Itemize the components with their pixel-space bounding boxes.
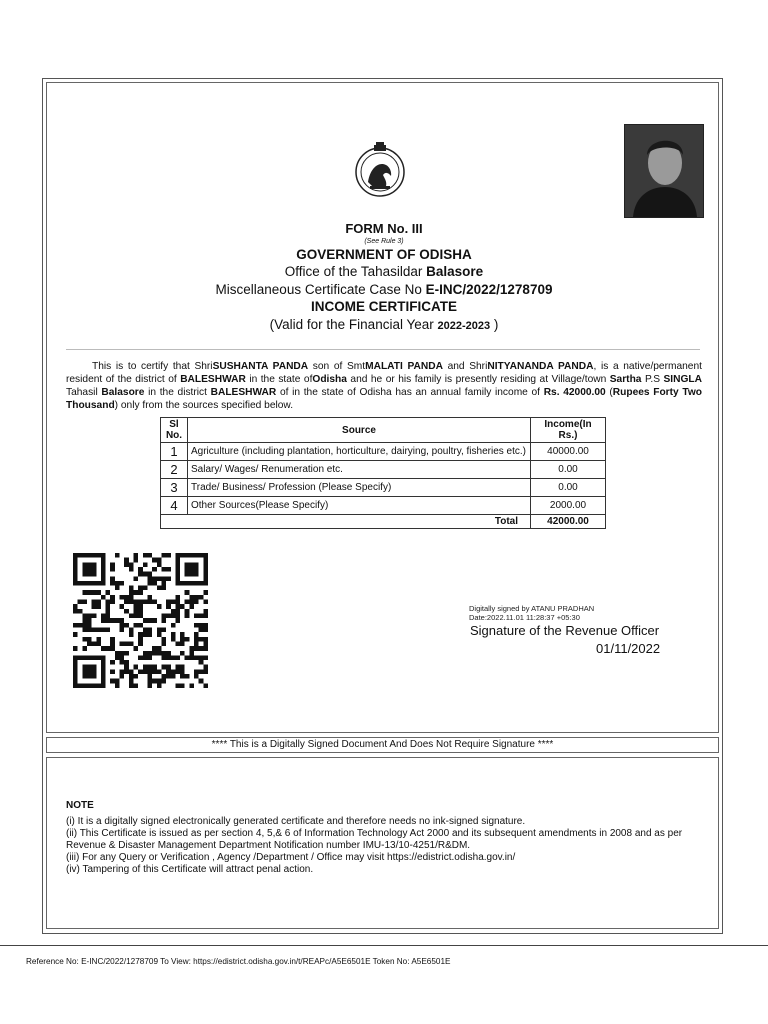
- divider: [66, 349, 700, 350]
- row-amount: 2000.00: [531, 497, 606, 515]
- header-sl: Sl No.: [161, 418, 188, 443]
- text-p11: (: [605, 387, 613, 398]
- total-amount: 42000.00: [531, 515, 606, 529]
- mother-name: MALATI PANDA: [365, 361, 443, 372]
- row-amount: 0.00: [531, 461, 606, 479]
- father-name: NITYANANDA PANDA: [487, 361, 594, 372]
- note-list: [66, 816, 702, 876]
- office-name: Balasore: [426, 264, 484, 279]
- state-emblem-icon: [352, 142, 408, 198]
- police-station: SINGLA: [663, 374, 703, 385]
- header-income: Income(In Rs.): [531, 418, 606, 443]
- table-row: [161, 497, 606, 515]
- signature-title: Signature of the Revenue Officer: [470, 623, 660, 638]
- qr-code-icon: [70, 553, 211, 688]
- text-p7: P.S: [641, 374, 664, 385]
- signed-by: Digitally signed by ATANU PRADHAN: [469, 604, 595, 613]
- government-title: GOVERNMENT OF ODISHA: [296, 247, 472, 262]
- holder-name: SUSHANTA PANDA: [212, 361, 309, 372]
- district-2: BALESHWAR: [210, 387, 277, 398]
- digital-signature-info: [469, 604, 594, 622]
- village: Sartha: [609, 374, 642, 385]
- applicant-photo: [624, 124, 704, 218]
- reference-footer: Reference No: E-INC/2022/1278709 To View: https://edistrict.odisha.gov.in/t/REAPc/A5E6501E Token No: A5E6501E: [26, 957, 451, 966]
- row-sl: 4: [161, 497, 188, 515]
- table-header-row: [161, 418, 606, 443]
- text-p4: , is a native/permanent resident of the district of: [66, 361, 702, 385]
- note-item: (iv) Tampering of this Certificate will attract penal action.: [66, 864, 314, 875]
- row-source: Salary/ Wages/ Renumeration etc.: [188, 461, 531, 479]
- text-p9: in the district: [144, 387, 211, 398]
- row-sl: 1: [161, 443, 188, 461]
- signed-date: Date:2022.11.01 11:28:37 +05:30: [469, 613, 580, 622]
- table-row: [161, 461, 606, 479]
- note-item: (i) It is a digitally signed electronically generated certificate and therefore needs no ink-signed signature.: [66, 816, 526, 827]
- office-prefix: Office of the Tahasildar: [284, 264, 427, 279]
- case-prefix: Miscellaneous Certificate Case No: [215, 282, 426, 297]
- table-row: [161, 479, 606, 497]
- row-amount: 0.00: [531, 479, 606, 497]
- text-p12: ) only from the sources specified below.: [114, 400, 294, 411]
- row-sl: 2: [161, 461, 188, 479]
- total-label: Total: [161, 515, 531, 529]
- signature-date: 01/11/2022: [596, 641, 661, 656]
- certificate-body: [66, 360, 702, 412]
- form-number: FORM No. III: [345, 221, 423, 236]
- tahasil: Balasore: [101, 387, 145, 398]
- case-number: E-INC/2022/1278709: [425, 282, 553, 297]
- certificate-title: INCOME CERTIFICATE: [311, 299, 457, 314]
- case-line: [0, 282, 768, 297]
- row-source: Other Sources(Please Specify): [188, 497, 531, 515]
- valid-year: 2022-2023: [437, 320, 491, 332]
- income-table: [160, 417, 606, 529]
- row-source: Agriculture (including plantation, horticulture, dairying, poultry, fisheries etc.): [188, 443, 531, 461]
- validity-line: [0, 317, 768, 332]
- text-p5: in the state of: [245, 374, 313, 385]
- income-in-words: Rupees Forty Two Thousand: [66, 387, 702, 411]
- valid-prefix: (Valid for the Financial Year: [269, 317, 438, 332]
- note-heading: NOTE: [66, 800, 94, 811]
- rule-reference: (See Rule 3): [364, 238, 404, 245]
- table-total-row: [161, 515, 606, 529]
- footer-divider: [0, 945, 768, 946]
- note-item: (ii) This Certificate is issued as per section 4, 5,& 6 of Information Technology Act 2000 and its subsequent amendments in 2008 and as per Revenue & Disaster Management Department Notification number IMU-13/10-4251/R&DM.: [66, 828, 683, 851]
- text-p1: This is to certify that Shri: [92, 361, 213, 372]
- digital-signature-banner: **** This is a Digitally Signed Document And Does Not Require Signature ****: [46, 737, 719, 753]
- text-p3: and Shri: [442, 361, 488, 372]
- row-sl: 3: [161, 479, 188, 497]
- text-p6: and he or his family is presently residing at Village/town: [346, 374, 610, 385]
- text-p10: of in the state of Odisha has an annual family income of: [276, 387, 544, 398]
- valid-suffix: ): [490, 317, 499, 332]
- header-source: Source: [188, 418, 531, 443]
- office-line: [0, 264, 768, 279]
- note-item: (iii) For any Query or Verification , Agency /Department / Office may visit https://edistrict.odisha.gov.in/: [66, 852, 516, 863]
- text-p2: son of Smt: [308, 361, 366, 372]
- text-p8: Tahasil: [66, 387, 102, 398]
- row-amount: 40000.00: [531, 443, 606, 461]
- annual-income: Rs. 42000.00: [543, 387, 606, 398]
- district: BALESHWAR: [180, 374, 246, 385]
- state: Odisha: [312, 374, 347, 385]
- table-row: [161, 443, 606, 461]
- row-source: Trade/ Business/ Profession (Please Specify): [188, 479, 531, 497]
